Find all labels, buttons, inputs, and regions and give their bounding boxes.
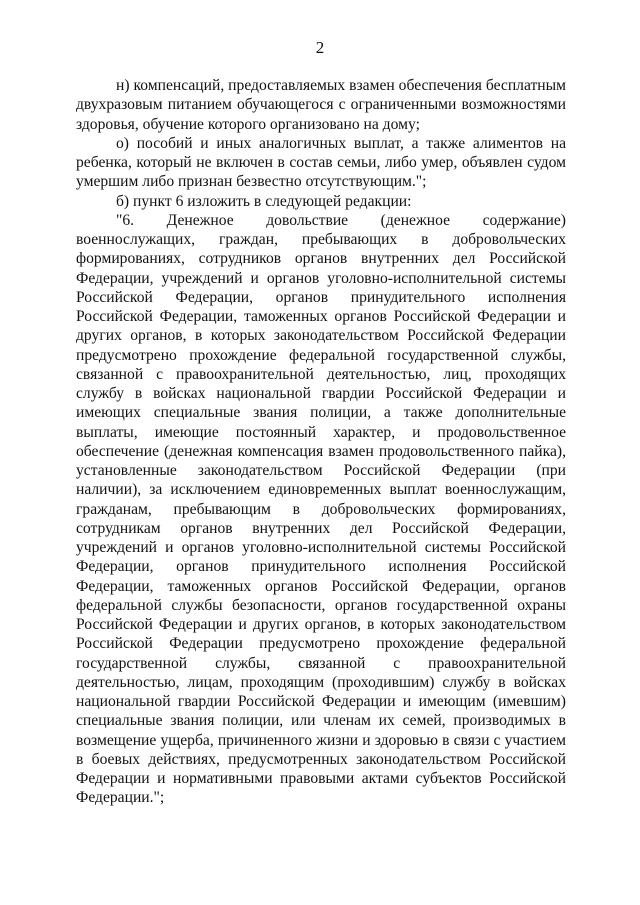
paragraph-b: б) пункт 6 изложить в следующей редакции: [116,192,412,210]
paragraph-point-6: "6. Денежное довольствие (денежное содержание) военнослужащих, граждан, пребывающих в добровольческих формированиях, сотрудников органов внутренних дел Российской Федерации, учреждений и органов уголовно-исполнительной системы Российской Федерации, органов принудительного исполнения Российской Федерации, таможенных органов Российской Федерации и других органов, в которых законодательством Российской Федерации предусмотрено прохождение федеральной государственной службы, связанной с правоохранительной деятельностью, лиц, проходящих службу в войсках национальной гвардии Российской Федерации и имеющих специальные звания полиции, а также дополнительные выплаты, имеющие постоянный характер, и продовольственное обеспечение (денежная компенсация взамен продовольственного пайка), установленные законодательством Российской Федерации (при наличии), за исключением единовременных выплат военнослужащим, гражданам, пребывающим в добровольческих формированиях, сотрудникам органов внутренних дел Российской Федерации, учреждений и органов уголовно-исполнительной системы Российской Федерации, органов принудительного исполнения Российской Федерации, таможенных органов Российской Федерации, органов федеральной службы безопасности, органов государственной охраны Российской Федерации и других органов, в которых законодательством Российской Федерации предусмотрено прохождение федеральной государственной службы, связанной с правоохранительной деятельностью, лицам, проходящим (проходившим) службу в войсках национальной гвардии Российской Федерации и имеющим (имевшим) специальные звания полиции, или членам их семей, производимых в возмещение ущерба, причиненного жизни и здоровью в связи с участием в боевых действиях, предусмотренных законодательством Российской Федерации и нормативными правовыми актами субъектов Российской Федерации."; [76,211,566,807]
paragraph-o: о) пособий и иных аналогичных выплат, а также алиментов на ребенка, который не включен в состав семьи, либо умер, объявлен судом умершим либо признан безвестно отсутствующим."; [76,134,566,191]
page-number: 2 [315,38,325,57]
paragraph-n: н) компенсаций, предоставляемых взамен обеспечения бесплатным двухразовым питанием обучающегося с ограниченными возможностями здоровья, обучение которого организовано на дому; [76,77,566,133]
document-body [76,76,566,808]
